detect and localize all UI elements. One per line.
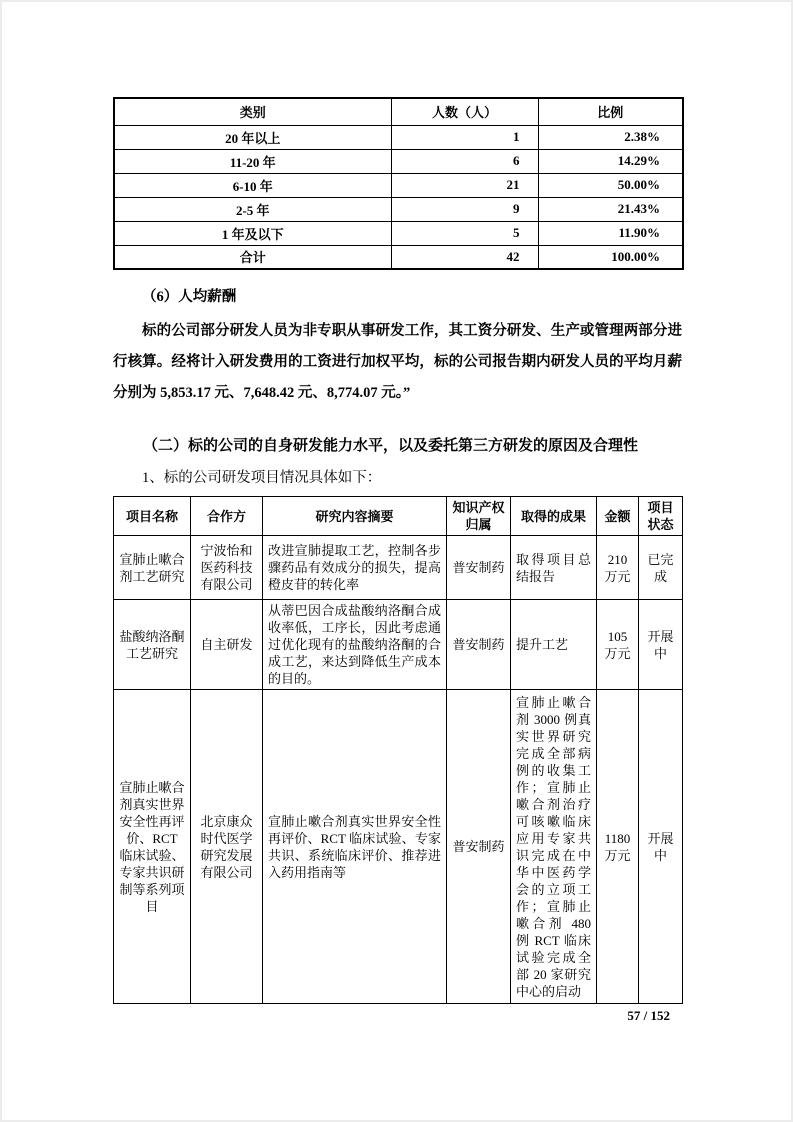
table-row — [114, 173, 683, 197]
section-heading-avg-salary: （6）人均薪酬 — [142, 289, 237, 305]
cell-headcount: 21 — [391, 173, 538, 197]
cell-research-summary: 改进宣肺提取工艺，控制各步骤药品有效成分的损失，提高橙皮苷的转化率 — [263, 536, 447, 600]
table-row — [114, 690, 683, 1004]
cell-ratio: 21.43% — [538, 197, 683, 221]
cell-headcount: 9 — [391, 197, 538, 221]
cell-partner: 宁波怡和医药科技有限公司 — [191, 536, 263, 600]
rd-projects-table — [113, 496, 683, 1004]
table-row — [114, 221, 683, 245]
cell-headcount: 1 — [391, 125, 538, 149]
cell-ratio: 2.38% — [538, 125, 683, 149]
section-heading-rd-capability: （二）标的公司的自身研发能力水平，以及委托第三方研发的原因及合理性 — [143, 438, 639, 454]
cell-category: 20 年以上 — [114, 125, 391, 149]
document-page — [113, 0, 682, 1024]
cell-results: 提升工艺 — [511, 600, 597, 690]
cell-status: 开展中 — [639, 690, 683, 1004]
cell-project-name: 宣肺止嗽合剂真实世界安全性再评价、RCT 临床试验、专家共识研制等系列项目 — [114, 690, 191, 1004]
cell-research-summary: 从蒂巴因合成盐酸纳洛酮合成收率低，工序长，因此考虑通过优化现有的盐酸纳洛酮的合成工艺，来达到降低生产成本的目的。 — [263, 600, 447, 690]
cell-category: 6-10 年 — [114, 173, 391, 197]
cell-results: 宣肺止嗽合剂 3000 例真实世界研究完成全部病例的收集工作；宣肺止嗽合剂治疗可咳嗽临床应用专家共识完成在中华中医药学会的立项工作；宣肺止嗽合剂 480 例 RCT 临床试验完成全部 20 家研究中心的启动 — [511, 690, 597, 1004]
column-header-category: 类别 — [114, 98, 391, 125]
cell-category: 2-5 年 — [114, 197, 391, 221]
cell-partner: 自主研发 — [191, 600, 263, 690]
cell-ratio: 14.29% — [538, 149, 683, 173]
projects-intro-line: 1、标的公司研发项目情况具体如下： — [142, 470, 382, 486]
cell-category: 11-20 年 — [114, 149, 391, 173]
table-row — [114, 125, 683, 149]
table-row — [114, 149, 683, 173]
paragraph-avg-salary: 标的公司部分研发人员为非专职从事研发工作，其工资分研发、生产或管理两部分进行核算。经将计入研发费用的工资进行加权平均，标的公司报告期内研发人员的平均月薪分别为 5,853.17 元、7,648.42 元、8,774.07 元。” — [113, 323, 682, 401]
cell-project-name: 盐酸纳洛酮工艺研究 — [114, 600, 191, 690]
column-header-research-summary: 研究内容摘要 — [263, 497, 447, 536]
column-header-amount: 金额 — [597, 497, 639, 536]
cell-amount: 210 万元 — [597, 536, 639, 600]
cell-amount: 105 万元 — [597, 600, 639, 690]
table-row — [114, 197, 683, 221]
cell-headcount: 5 — [391, 221, 538, 245]
table-header-row — [114, 497, 683, 536]
column-header-results: 取得的成果 — [511, 497, 597, 536]
cell-status: 开展中 — [639, 600, 683, 690]
cell-ip-ownership: 普安制药 — [447, 600, 511, 690]
table-header-row — [114, 98, 683, 125]
column-header-partner: 合作方 — [191, 497, 263, 536]
cell-amount: 1180 万元 — [597, 690, 639, 1004]
table-row — [114, 600, 683, 690]
column-header-ratio: 比例 — [538, 98, 683, 125]
cell-headcount: 6 — [391, 149, 538, 173]
cell-project-name: 宣肺止嗽合剂工艺研究 — [114, 536, 191, 600]
column-header-ip-ownership: 知识产权归属 — [447, 497, 511, 536]
cell-category: 1 年及以下 — [114, 221, 391, 245]
table-row-total — [114, 245, 683, 269]
cell-category: 合计 — [114, 245, 391, 269]
column-header-headcount: 人数（人） — [391, 98, 538, 125]
column-header-project-name: 项目名称 — [114, 497, 191, 536]
cell-headcount: 42 — [391, 245, 538, 269]
cell-ip-ownership: 普安制药 — [447, 690, 511, 1004]
cell-research-summary: 宣肺止嗽合剂真实世界安全性再评价、RCT 临床试验、专家共识、系统临床评价、推荐进入药用指南等 — [263, 690, 447, 1004]
tenure-distribution-table — [113, 97, 684, 270]
cell-ratio: 100.00% — [538, 245, 683, 269]
cell-results: 取得项目总结报告 — [511, 536, 597, 600]
cell-partner: 北京康众时代医学研究发展有限公司 — [191, 690, 263, 1004]
cell-ratio: 11.90% — [538, 221, 683, 245]
cell-status: 已完成 — [639, 536, 683, 600]
column-header-status: 项目状态 — [639, 497, 683, 536]
cell-ratio: 50.00% — [538, 173, 683, 197]
cell-ip-ownership: 普安制药 — [447, 536, 511, 600]
page-number: 57 / 152 — [627, 1008, 670, 1023]
table-row — [114, 536, 683, 600]
